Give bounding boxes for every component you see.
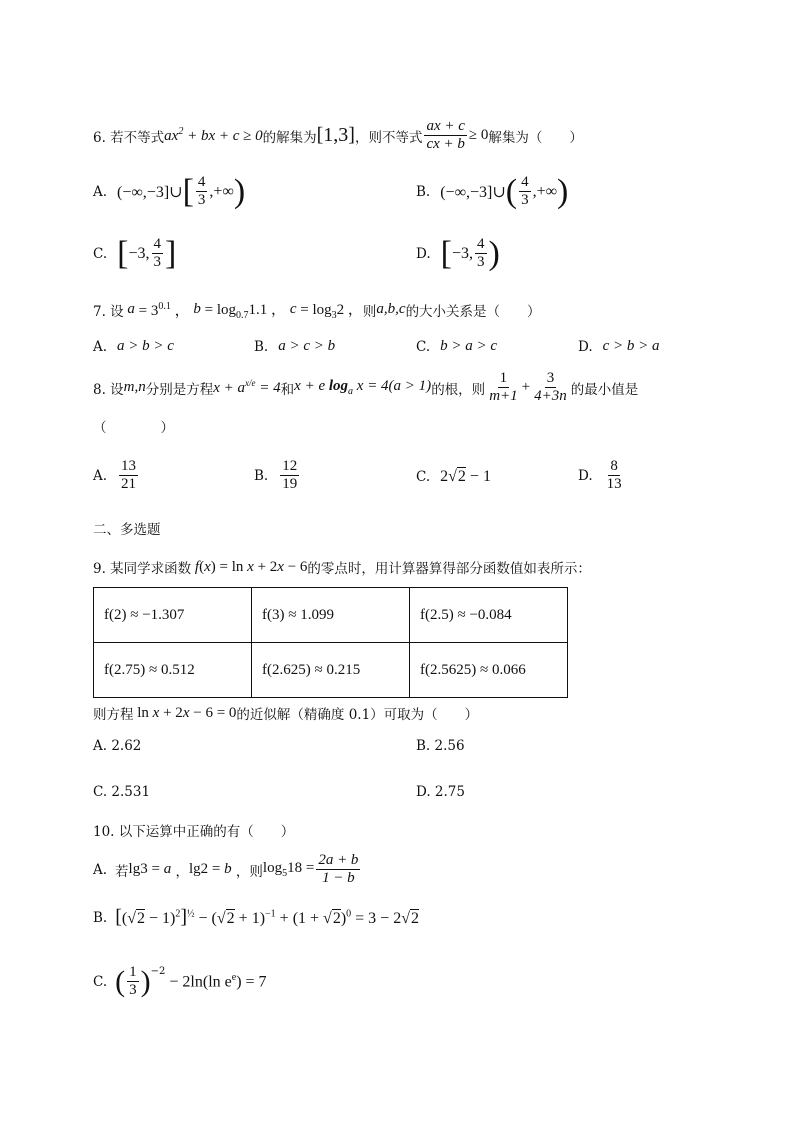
q9-table [93, 587, 568, 698]
q7-option-a[interactable]: A. a > b > c [93, 338, 174, 355]
q9-option-a[interactable]: A. 2.62 [93, 738, 142, 754]
q7-option-c[interactable]: C. b > a > c [416, 338, 498, 355]
table-cell: f(3) ≈ 1.099 [252, 588, 410, 643]
q6-option-d[interactable]: D. [ −3, $\frac{4}{3}$ ) [416, 234, 500, 272]
q7-option-d[interactable]: D. c > b > a [578, 338, 660, 355]
q6-option-c[interactable]: C. [ −3, $\frac{4}{3}$ ] [93, 234, 177, 272]
q8-stem: 8. 设 m,n 分别是方程 $x + a^{x/e} = 4$ 和 x + e $\log_a x = 4(a > 1)$ 的根，则 $\frac{1}{m+1}$ + $\frac{3}{4+3n}$ 的最小值是 [93, 370, 639, 404]
q6-option-a[interactable]: A. (−∞,−3]∪ [ $\frac{4}{3}$ ,+∞ ) [93, 172, 246, 210]
q9-option-c[interactable]: C. 2.531 [93, 784, 151, 800]
table-cell: f(2.75) ≈ 0.512 [94, 643, 252, 698]
q8-option-c[interactable]: C. 2√2 − 1 [416, 468, 491, 485]
q8-option-b[interactable]: B. $\frac{12}{19}$ [254, 458, 298, 492]
q6-set: [1,3] [316, 124, 355, 146]
section-title: 二、多选题 [93, 522, 161, 538]
q7-option-b[interactable]: B. a > c > b [254, 338, 336, 355]
q9-option-d[interactable]: D. 2.75 [416, 784, 465, 800]
table-cell: f(2.5625) ≈ 0.066 [410, 643, 568, 698]
q10-stem: 10. 以下运算中正确的有（ ） [93, 824, 295, 840]
q6-text1: 的解集为 [262, 129, 317, 146]
q7-stem: 7. 设 a = $3^{0.1}$ ， b = $\log_{0.7}1.1$ ， c = $\log_32$ ， 则 a,b,c 的大小关系是（ ） [93, 301, 541, 321]
table-cell: f(2.5) ≈ −0.084 [410, 588, 568, 643]
table-cell: f(2) ≈ −1.307 [94, 588, 252, 643]
q6-option-b[interactable]: B. (−∞,−3]∪ ( $\frac{4}{3}$ ,+∞ ) [416, 172, 569, 210]
q6-stem [93, 118, 583, 153]
q8-option-a[interactable]: A. $\frac{13}{21}$ [93, 458, 137, 492]
q9-ask: 则方程 ln x + 2 x − 6 = 0 的近似解（精确度 0.1）可取为（ ） [93, 704, 479, 723]
q10-option-a[interactable]: A. 若 lg3 = a ， lg2 = b ，则 $\log_518$ = $\frac{2a + b}{1 - b}$ [93, 852, 359, 886]
q6-text2: ，则不等式 [354, 129, 423, 146]
q6-fraction: $\frac{ax + c}{cx + b}$ [426, 118, 465, 152]
q8-option-d[interactable]: D. $\frac{8}{13}$ [578, 458, 622, 492]
q6-label: 6. 若不等式 [93, 129, 165, 146]
q6-ge: ≥ 0 [468, 127, 489, 143]
q8-paren: （ ） [93, 420, 174, 436]
q9-stem: 9. 某同学求函数 f ( x ) = ln x + 2 x − 6 的零点时，用计算器算得部分函数值如表所示： [93, 558, 591, 577]
table-cell: f(2.625) ≈ 0.215 [252, 643, 410, 698]
q10-option-b[interactable]: B. $[(√2 - 1)^2]^{\frac{1}{2}} - (√2 + 1)^{-1} + (1 + √2)^0 = 3 - 2√2$ [93, 906, 419, 928]
q9-option-b[interactable]: B. 2.56 [416, 738, 465, 754]
q6-text3: 解集为（ ） [488, 129, 583, 146]
q6-formula1: $ax^2$ + bx + c ≥ 0 [164, 126, 263, 144]
q10-option-c[interactable]: C. ( $\frac{1}{3}$ ) $^{-2}$ − 2ln(ln $e^e) = 7$ [93, 964, 267, 998]
